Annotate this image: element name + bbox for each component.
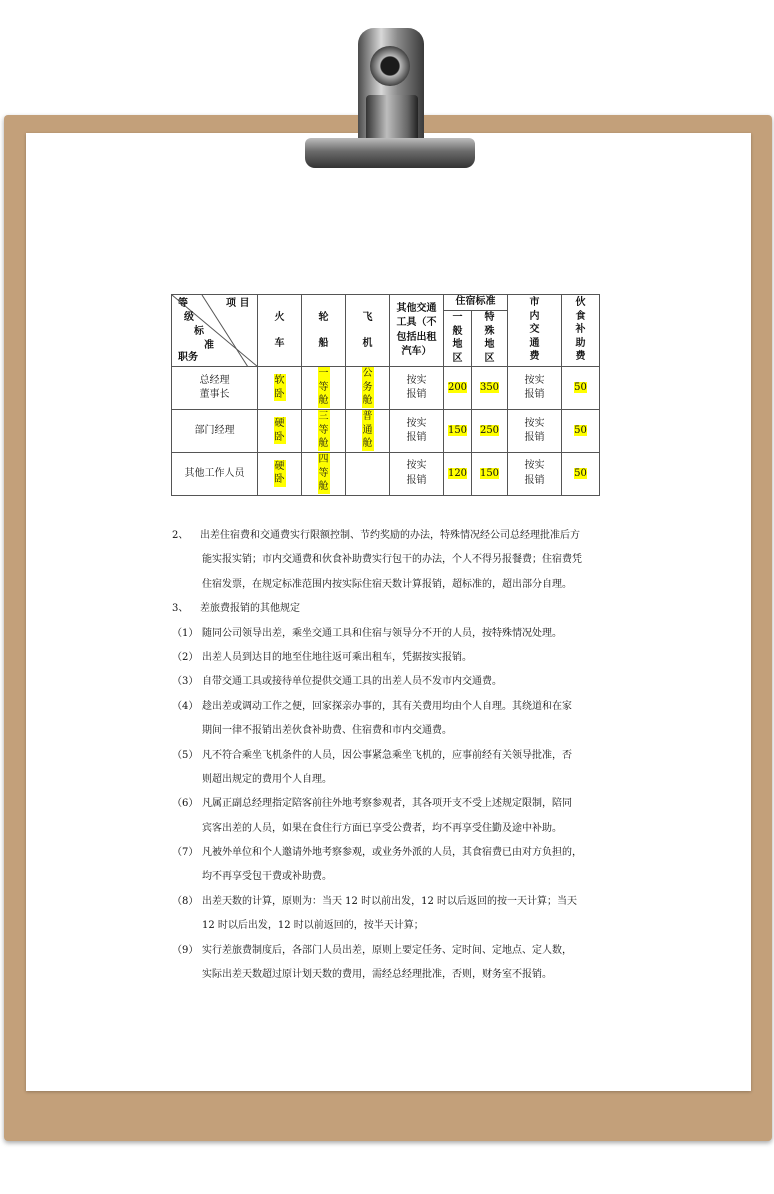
cell-other: 按实报销 [390, 453, 444, 496]
cell-ship: 一等舱 [302, 367, 346, 410]
line-number: （4） [172, 700, 199, 712]
cell-train: 硬卧 [258, 410, 302, 453]
text-line [172, 573, 604, 597]
cell-ship: 四等舱 [302, 453, 346, 496]
corner-label-zhiwu: 职务 [178, 352, 198, 363]
header-meal: 伙食补助费 [562, 295, 600, 367]
text-line [172, 841, 604, 865]
clip-ring-icon [370, 46, 410, 86]
line-number: （9） [172, 944, 199, 956]
header-other-transport: 其他交通工具（不包括出租汽车） [390, 295, 444, 367]
line-number: （2） [172, 651, 199, 663]
line-text: 均不再享受包干费或补助费。 [202, 871, 332, 883]
cell-plane: 普通舱 [346, 410, 390, 453]
line-text: 差旅费报销的其他规定 [200, 603, 300, 615]
line-number: （8） [172, 895, 199, 907]
cell-position: 部门经理 [172, 410, 258, 453]
cell-special: 150 [472, 453, 508, 496]
line-text: 宾客出差的人员，如果在食住行方面已享受公费者，均不再享受住勤及途中补助。 [202, 822, 562, 834]
table-row [172, 410, 600, 453]
corner-label-xiangmu: 项 目 [226, 298, 250, 309]
line-text: 能实报实销；市内交通费和伙食补助费实行包干的办法，个人不得另报餐费；住宿费凭 [202, 554, 582, 566]
cell-other: 按实报销 [390, 410, 444, 453]
cell-plane [346, 453, 390, 496]
line-text: 出差天数的计算，原则为：当天 12 时以前出发，12 时以后返回的按一天计算；当天 [202, 895, 577, 907]
line-text: 期间一律不报销出差伙食补助费、住宿费和市内交通费。 [202, 725, 452, 737]
cell-general: 200 [444, 367, 472, 410]
clip-hinge-icon [366, 95, 418, 143]
line-text: 自带交通工具或接待单位提供交通工具的出差人员不发市内交通费。 [202, 676, 502, 688]
cell-train: 软卧 [258, 367, 302, 410]
cell-position: 其他工作人员 [172, 453, 258, 496]
line-text: 实际出差天数超过原计划天数的费用，需经总经理批准，否则，财务室不报销。 [202, 969, 552, 981]
text-line [172, 768, 604, 792]
text-line [172, 646, 604, 670]
line-text: 出差住宿费和交通费实行限额控制、节约奖励的办法，特殊情况经公司总经理批准后方 [200, 530, 580, 541]
text-line [172, 963, 604, 987]
header-lodging-special: 特殊地区 [472, 311, 508, 367]
cell-city: 按实报销 [508, 410, 562, 453]
table-corner-cell [172, 295, 258, 367]
cell-meal: 50 [562, 410, 600, 453]
cell-special: 350 [472, 367, 508, 410]
travel-standard-table [171, 294, 600, 496]
header-train: 火车 [258, 295, 302, 367]
cell-train: 硬卧 [258, 453, 302, 496]
text-line [172, 524, 604, 548]
clip-bar-icon [305, 138, 475, 168]
line-number: 3、 [172, 603, 189, 615]
header-ship: 轮船 [302, 295, 346, 367]
cell-position: 总经理董事长 [172, 367, 258, 410]
line-text: 实行差旅费制度后，各部门人员出差，原则上要定任务、定时间、定地点、定人数， [202, 944, 572, 956]
line-number: （1） [172, 627, 199, 639]
corner-label-zhun: 准 [204, 340, 214, 351]
line-number: （7） [172, 847, 199, 859]
line-number: 2、 [172, 530, 189, 541]
table-row [172, 453, 600, 496]
text-line [172, 597, 604, 621]
cell-other: 按实报销 [390, 367, 444, 410]
text-line [172, 622, 604, 646]
text-line [172, 695, 604, 719]
cell-plane: 公务舱 [346, 367, 390, 410]
text-line [172, 939, 604, 963]
line-number: （5） [172, 749, 199, 761]
line-text: 则超出规定的费用个人自理。 [202, 773, 332, 785]
corner-label-deng: 等 [178, 298, 188, 309]
regulation-text [172, 524, 604, 987]
header-plane: 飞机 [346, 295, 390, 367]
header-city-transport: 市内交通费 [508, 295, 562, 367]
text-line [172, 792, 604, 816]
text-line [172, 817, 604, 841]
cell-meal: 50 [562, 367, 600, 410]
line-text: 12 时以后出发，12 时以前返回的，按半天计算； [202, 920, 424, 932]
cell-general: 120 [444, 453, 472, 496]
cell-special: 250 [472, 410, 508, 453]
corner-label-biao: 标 [194, 326, 204, 337]
line-text: 凡不符合乘坐飞机条件的人员，因公事紧急乘坐飞机的，应事前经有关领导批准，否 [202, 749, 572, 761]
text-line [172, 914, 604, 938]
text-line [172, 548, 604, 572]
text-line [172, 744, 604, 768]
line-number: （3） [172, 676, 199, 688]
line-text: 住宿发票，在规定标准范围内按实际住宿天数计算报销，超标准的，超出部分自理。 [202, 578, 572, 590]
text-line [172, 670, 604, 694]
line-text: 随同公司领导出差，乘坐交通工具和住宿与领导分不开的人员，按特殊情况处理。 [202, 627, 562, 639]
table-row [172, 367, 600, 410]
cell-city: 按实报销 [508, 367, 562, 410]
line-text: 凡被外单位和个人邀请外地考察参观，或业务外派的人员，其食宿费已由对方负担的， [202, 847, 582, 859]
text-line [172, 890, 604, 914]
header-lodging-general: 一般地区 [444, 311, 472, 367]
corner-label-ji: 级 [184, 312, 194, 323]
cell-meal: 50 [562, 453, 600, 496]
text-line [172, 719, 604, 743]
line-number: （6） [172, 798, 199, 810]
header-lodging: 住宿标准 [444, 295, 508, 311]
line-text: 出差人员到达目的地至住地往返可乘出租车，凭据按实报销。 [202, 651, 472, 663]
line-text: 凡属正副总经理指定陪客前往外地考察参观者，其各项开支不受上述规定限制，陪同 [202, 798, 572, 810]
cell-general: 150 [444, 410, 472, 453]
cell-city: 按实报销 [508, 453, 562, 496]
cell-ship: 三等舱 [302, 410, 346, 453]
text-line [172, 865, 604, 889]
line-text: 趁出差或调动工作之便，回家探亲办事的，其有关费用均由个人自理。其绕道和在家 [202, 700, 572, 712]
